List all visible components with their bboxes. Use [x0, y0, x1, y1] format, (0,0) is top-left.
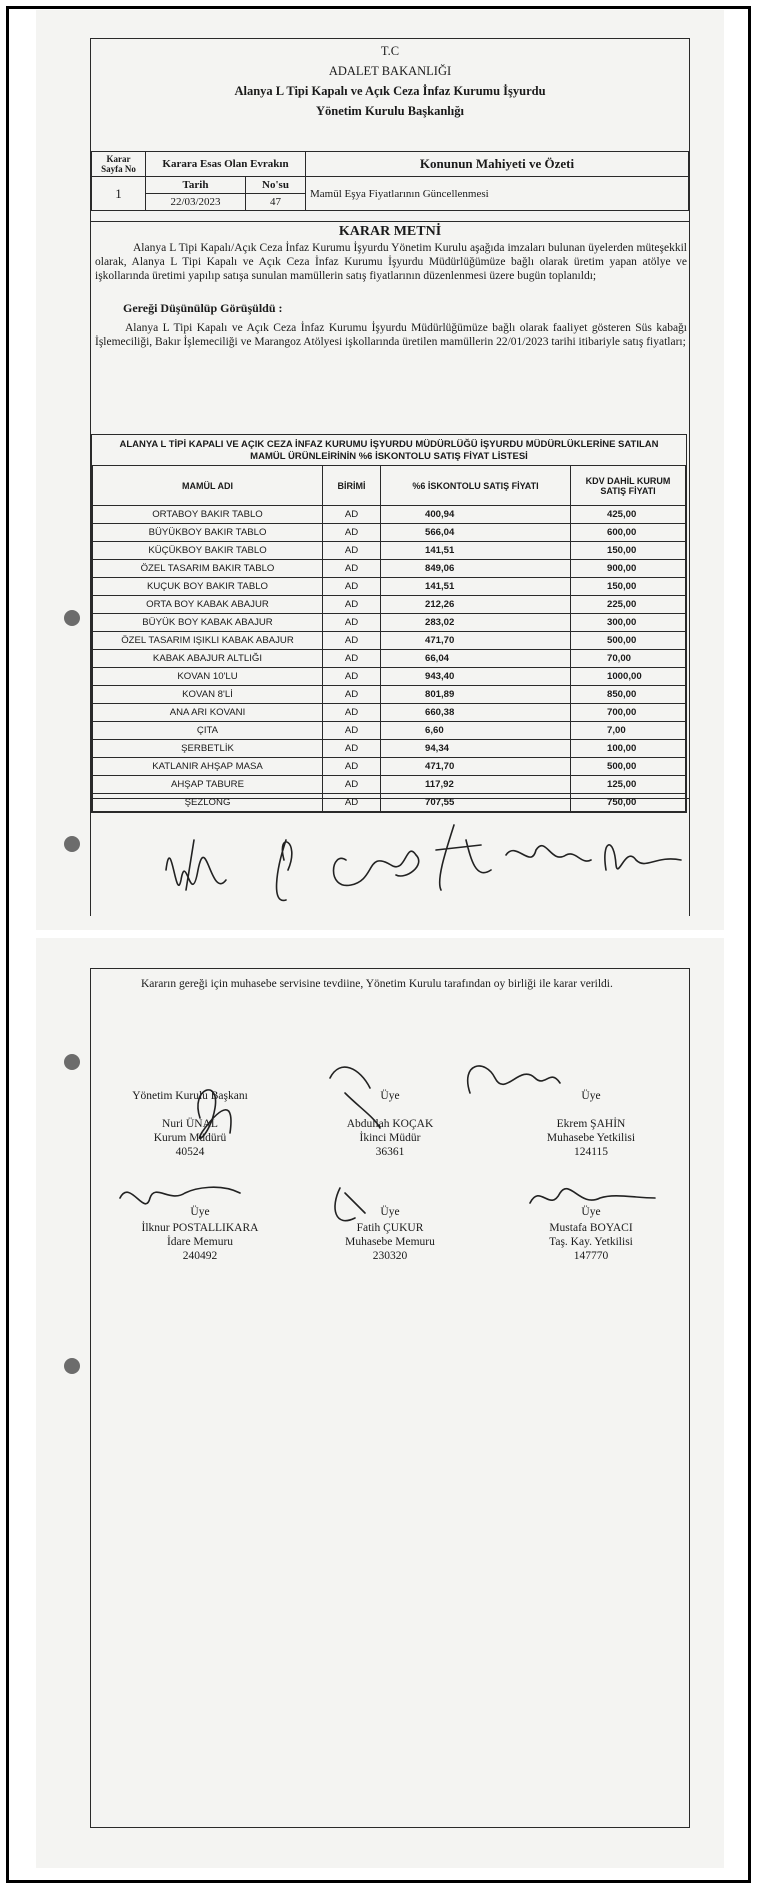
subject-summary: Mamül Eşya Fiyatlarının Güncellenmesi [306, 177, 689, 211]
member-title: İdare Memuru [166, 1236, 234, 1248]
cell-kdv-price: 850,00 [571, 686, 686, 704]
cell-unit: AD [323, 740, 381, 758]
member-sicil: 36361 [375, 1146, 405, 1158]
sayfa-no-value: 1 [92, 177, 146, 211]
cell-product-name: KATLANIR AHŞAP MASA [93, 758, 323, 776]
document-page-1 [36, 10, 724, 930]
cell-unit: AD [323, 596, 381, 614]
closing-text: Kararın gereği için muhasebe servisine tevdiine, Yönetim Kurulu tarafından oy birliği ile karar verildi. [141, 978, 613, 990]
cell-discounted-price: 660,38 [381, 704, 571, 722]
cell-discounted-price: 707,55 [381, 794, 571, 812]
cell-product-name: ÖZEL TASARIM BAKIR TABLO [93, 560, 323, 578]
table-row [93, 776, 686, 794]
cell-kdv-price: 900,00 [571, 560, 686, 578]
punch-hole [64, 1054, 80, 1070]
cell-product-name: KOVAN 8'Lİ [93, 686, 323, 704]
karara-esas-label: Karara Esas Olan Evrakın [146, 152, 306, 177]
col-header-mamul: MAMÜL ADI [93, 466, 323, 506]
cell-product-name: KOVAN 10'LU [93, 668, 323, 686]
cell-unit: AD [323, 632, 381, 650]
cell-unit: AD [323, 560, 381, 578]
header-institution: Alanya L Tipi Kapalı ve Açık Ceza İnfaz Kurumu İşyurdu [234, 84, 546, 98]
member-name: Ekrem ŞAHİN [556, 1118, 626, 1130]
karar-paragraph-2: Alanya L Tipi Kapalı ve Açık Ceza İnfaz Kurumu İşyurdu Müdürlüğümüze bağlı olarak faaliyet gösteren Süs kabağı İşlemeciliği, Bakır İşlemeciliği ve Marangoz Atölyesi işkollarında üretilen mamüllerin 22/01/2023 tarihi itibariyle satış fiyatları; [95, 322, 687, 348]
cell-discounted-price: 471,70 [381, 758, 571, 776]
table-row [93, 740, 686, 758]
member-title: Kurum Müdürü [153, 1132, 227, 1144]
cell-product-name: KABAK ABAJUR ALTLIĞI [93, 650, 323, 668]
header-tc: T.C [380, 44, 400, 58]
konunun-label: Konunun Mahiyeti ve Özeti [306, 152, 689, 177]
cell-discounted-price: 849,06 [381, 560, 571, 578]
cell-unit: AD [323, 668, 381, 686]
karar-metni-title: KARAR METNİ [91, 221, 689, 240]
cell-discounted-price: 801,89 [381, 686, 571, 704]
table-row [93, 560, 686, 578]
cell-kdv-price: 7,00 [571, 722, 686, 740]
table-row [93, 650, 686, 668]
cell-discounted-price: 94,34 [381, 740, 571, 758]
cell-unit: AD [323, 578, 381, 596]
table-row [93, 596, 686, 614]
cell-kdv-price: 500,00 [571, 632, 686, 650]
member-role: Üye [190, 1206, 210, 1218]
header-board: Yönetim Kurulu Başkanlığı [316, 104, 464, 118]
cell-kdv-price: 425,00 [571, 506, 686, 524]
member-role: Üye [581, 1206, 601, 1218]
member-role: Üye [380, 1090, 400, 1102]
no-value: 47 [246, 194, 306, 211]
cell-discounted-price: 6,60 [381, 722, 571, 740]
cell-discounted-price: 66,04 [381, 650, 571, 668]
punch-hole [64, 610, 80, 626]
cell-product-name: BÜYÜKBOY BAKIR TABLO [93, 524, 323, 542]
cell-unit: AD [323, 686, 381, 704]
table-row [93, 524, 686, 542]
cell-unit: AD [323, 650, 381, 668]
table-row [93, 668, 686, 686]
member-role: Üye [581, 1090, 601, 1102]
member-name: İlknur POSTALLIKARA [141, 1222, 259, 1234]
cell-discounted-price: 212,26 [381, 596, 571, 614]
table-row [93, 614, 686, 632]
cell-unit: AD [323, 524, 381, 542]
member-sicil: 147770 [573, 1250, 609, 1262]
price-table-body [93, 506, 686, 812]
cell-kdv-price: 70,00 [571, 650, 686, 668]
member-sicil: 240492 [182, 1250, 218, 1262]
cell-unit: AD [323, 542, 381, 560]
karar-sayfa-no-label: Karar Sayfa No [92, 152, 146, 177]
member-sicil: 230320 [372, 1250, 408, 1262]
cell-unit: AD [323, 776, 381, 794]
signatures-page-1 [136, 810, 696, 920]
price-table [92, 465, 686, 812]
cell-unit: AD [323, 614, 381, 632]
member-sicil: 40524 [175, 1146, 205, 1158]
cell-unit: AD [323, 794, 381, 812]
price-list [91, 434, 687, 813]
member-sicil: 124115 [573, 1146, 609, 1158]
cell-kdv-price: 300,00 [571, 614, 686, 632]
col-header-kdv-dahil: KDV DAHİL KURUM SATIŞ FİYATI [571, 466, 686, 506]
cell-unit: AD [323, 506, 381, 524]
cell-unit: AD [323, 722, 381, 740]
cell-kdv-price: 700,00 [571, 704, 686, 722]
cell-discounted-price: 943,40 [381, 668, 571, 686]
member-name: Mustafa BOYACI [549, 1222, 633, 1234]
header-ministry: ADALET BAKANLIĞI [328, 64, 452, 78]
table-row [93, 542, 686, 560]
member-name: Abdullah KOÇAK [346, 1118, 434, 1130]
col-header-iskontolu: %6 İSKONTOLU SATIŞ FİYATI [381, 466, 571, 506]
cell-kdv-price: 100,00 [571, 740, 686, 758]
cell-product-name: ÖZEL TASARIM IŞIKLI KABAK ABAJUR [93, 632, 323, 650]
tarih-label: Tarih [146, 177, 246, 194]
price-list-title: ALANYA L TİPİ KAPALI VE AÇIK CEZA İNFAZ KURUMU İŞYURDU MÜDÜRLÜĞÜ İŞYURDU MÜDÜRLÜKLERİNE SATILAN MAMÜL ÜRÜNLEİRİNİN %6 İSKONTOLU SATIŞ FİYAT LİSTESİ [119, 439, 659, 462]
cell-kdv-price: 600,00 [571, 524, 686, 542]
cell-discounted-price: 283,02 [381, 614, 571, 632]
cell-kdv-price: 225,00 [571, 596, 686, 614]
punch-hole [64, 836, 80, 852]
table-row [93, 578, 686, 596]
tarih-value: 22/03/2023 [146, 194, 246, 211]
cell-product-name: ANA ARI KOVANI [93, 704, 323, 722]
cell-discounted-price: 400,94 [381, 506, 571, 524]
cell-product-name: ŞERBETLİK [93, 740, 323, 758]
member-role: Yönetim Kurulu Başkanı [132, 1090, 248, 1102]
cell-discounted-price: 566,04 [381, 524, 571, 542]
cell-kdv-price: 150,00 [571, 578, 686, 596]
cell-discounted-price: 141,51 [381, 542, 571, 560]
member-name: Nuri ÜNAL [162, 1118, 218, 1130]
cell-product-name: ÇITA [93, 722, 323, 740]
punch-hole [64, 1358, 80, 1374]
cell-kdv-price: 125,00 [571, 776, 686, 794]
cell-discounted-price: 117,92 [381, 776, 571, 794]
cell-unit: AD [323, 704, 381, 722]
document-page-2 [36, 938, 724, 1868]
table-row [93, 794, 686, 812]
decision-meta-table [91, 151, 689, 211]
member-title: Taş. Kay. Yetkilisi [549, 1236, 633, 1248]
cell-product-name: BÜYÜK BOY KABAK ABAJUR [93, 614, 323, 632]
cell-product-name: ŞEZLONG [93, 794, 323, 812]
cell-kdv-price: 1000,00 [571, 668, 686, 686]
cell-product-name: ORTA BOY KABAK ABAJUR [93, 596, 323, 614]
table-row [93, 722, 686, 740]
geregi-heading: Gereği Düşünülüp Görüşüldü : [123, 301, 283, 315]
cell-discounted-price: 141,51 [381, 578, 571, 596]
table-row [93, 704, 686, 722]
cell-kdv-price: 500,00 [571, 758, 686, 776]
cell-product-name: ORTABOY BAKIR TABLO [93, 506, 323, 524]
no-label: No'su [246, 177, 306, 194]
decision-form [90, 38, 690, 916]
cell-kdv-price: 750,00 [571, 794, 686, 812]
member-title: Muhasebe Memuru [345, 1236, 435, 1248]
karar-paragraph-1: Alanya L Tipi Kapalı/Açık Ceza İnfaz Kurumu İşyurdu Yönetim Kurulu aşağıda imzaları bulunan üyelerden müteşekkil olarak, Alanya L Tipi Kapalı ve Açık Ceza İnfaz Kurumu İşyurdu Müdürlüğümüze bağlı olarak üretim yapan atölye ve işkollarında üretimi yapılıp satışa sunulan mamüllerin satış fiyatlarının düzenlenmesi üzere bugün toplanıldı; [95, 242, 687, 282]
col-header-birim: BİRİMİ [323, 466, 381, 506]
table-row [93, 758, 686, 776]
table-row [93, 632, 686, 650]
member-title: Muhasebe Yetkilisi [546, 1132, 636, 1144]
member-name: Fatih ÇUKUR [356, 1222, 424, 1234]
cell-product-name: KÜÇÜKBOY BAKIR TABLO [93, 542, 323, 560]
cell-product-name: KUÇUK BOY BAKIR TABLO [93, 578, 323, 596]
table-row [93, 686, 686, 704]
cell-kdv-price: 150,00 [571, 542, 686, 560]
member-role: Üye [380, 1206, 400, 1218]
cell-unit: AD [323, 758, 381, 776]
cell-product-name: AHŞAP TABURE [93, 776, 323, 794]
signatures-page-2 [90, 968, 690, 1268]
member-title: İkinci Müdür [359, 1132, 421, 1144]
cell-discounted-price: 471,70 [381, 632, 571, 650]
table-row [93, 506, 686, 524]
